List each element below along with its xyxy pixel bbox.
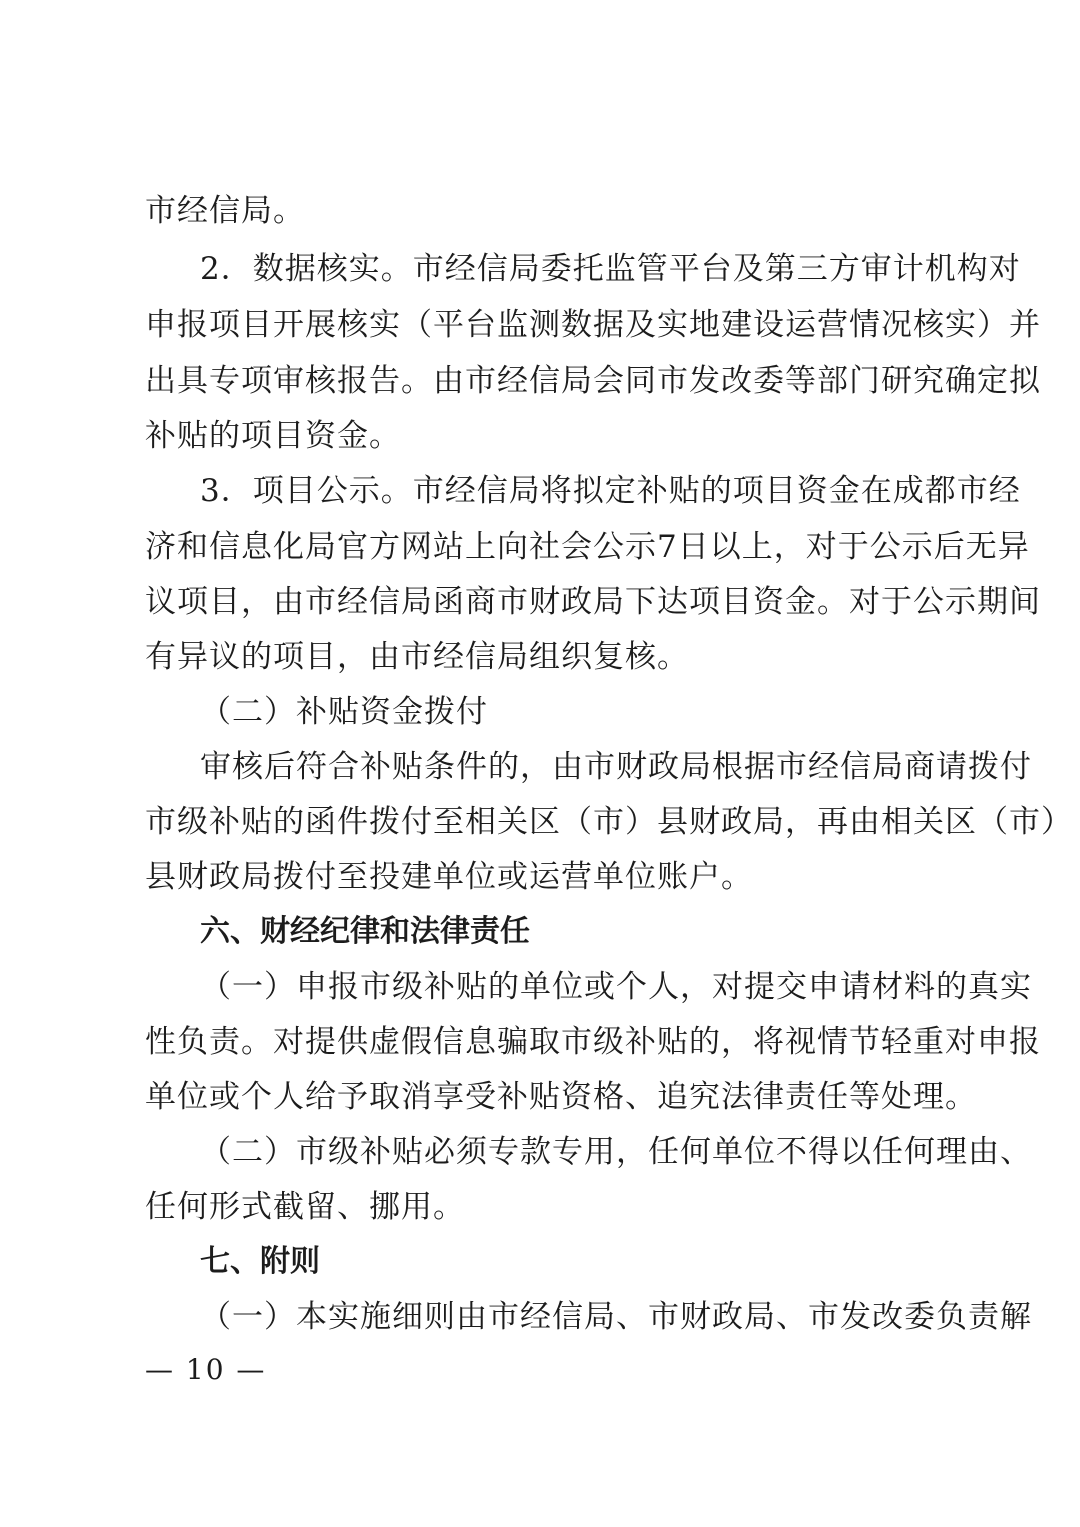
section-heading-financial-discipline: 六、财经纪律和法律责任 bbox=[200, 914, 530, 949]
page-number: — 10 — bbox=[145, 1353, 267, 1386]
body-line: 任何形式截留、挪用。 bbox=[145, 1189, 465, 1225]
body-line: 县财政局拨付至投建单位或运营单位账户。 bbox=[145, 859, 753, 895]
body-line: 出具专项审核报告。由市经信局会同市发改委等部门研究确定拟 bbox=[145, 363, 1041, 399]
body-line: 单位或个人给予取消享受补贴资格、追究法律责任等处理。 bbox=[145, 1079, 977, 1115]
body-line: 济和信息化局官方网站上向社会公示7日以上，对于公示后无异 bbox=[145, 529, 1030, 565]
paragraph-start: 审核后符合补贴条件的，由市财政局根据市经信局商请拨付 bbox=[200, 749, 1032, 785]
subsection-heading-subsidy-disbursement: （二）补贴资金拨付 bbox=[200, 694, 488, 730]
paragraph-start: （一）申报市级补贴的单位或个人，对提交申请材料的真实 bbox=[200, 969, 1032, 1005]
body-line: 有异议的项目，由市经信局组织复核。 bbox=[145, 639, 689, 675]
body-line: 性负责。对提供虚假信息骗取市级补贴的，将视情节轻重对申报 bbox=[145, 1024, 1041, 1060]
body-line: 议项目，由市经信局函商市财政局下达项目资金。对于公示期间 bbox=[145, 584, 1041, 620]
body-line: 申报项目开展核实（平台监测数据及实地建设运营情况核实）并 bbox=[145, 307, 1041, 343]
body-line: 补贴的项目资金。 bbox=[145, 418, 401, 454]
paragraph-start: （一）本实施细则由市经信局、市财政局、市发改委负责解 bbox=[200, 1299, 1032, 1335]
item-2-data-verification: 2．数据核实。市经信局委托监管平台及第三方审计机构对 bbox=[200, 251, 1021, 287]
body-line: 市级补贴的函件拨付至相关区（市）县财政局，再由相关区（市） bbox=[145, 804, 1073, 840]
paragraph-start: （二）市级补贴必须专款专用，任何单位不得以任何理由、 bbox=[200, 1134, 1032, 1170]
section-heading-supplementary-provisions: 七、附则 bbox=[200, 1244, 320, 1279]
body-line-continuation: 市经信局。 bbox=[145, 193, 305, 229]
item-3-project-publicity: 3．项目公示。市经信局将拟定补贴的项目资金在成都市经 bbox=[200, 473, 1021, 509]
